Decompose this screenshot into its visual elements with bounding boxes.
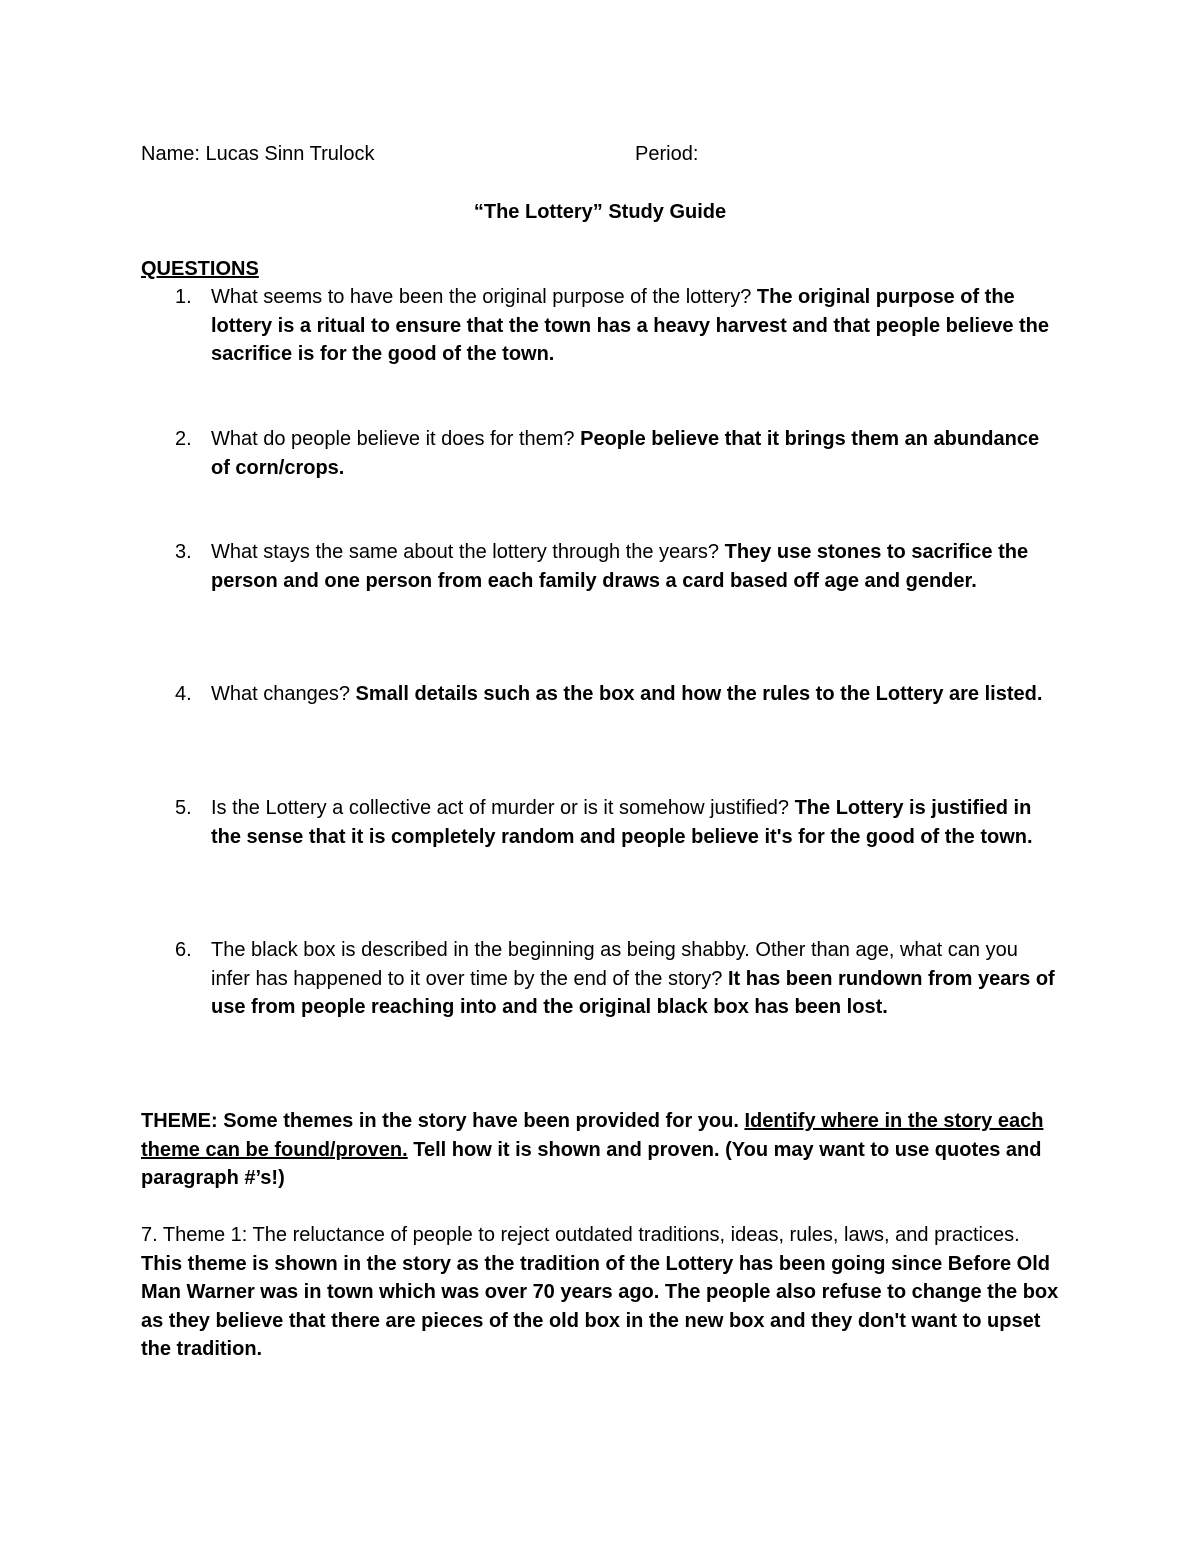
- question-number: 1.: [175, 286, 192, 308]
- theme-instructions: [141, 1107, 1061, 1193]
- period-field: Period:: [635, 143, 699, 165]
- answer-text: The Lottery is justified in the sense that it is completely random and people believe it's for the good of the town.: [211, 797, 1033, 848]
- question-text: What changes?: [211, 683, 350, 705]
- theme-intro: THEME: Some themes in the story have been provided for you.: [141, 1110, 739, 1132]
- answer-text: It has been rundown from years of use from people reaching into and the original black box has been lost.: [211, 967, 1055, 1018]
- question-body: [211, 538, 1061, 595]
- name-field: Name: Lucas Sinn Trulock: [141, 143, 375, 165]
- answer-text: They use stones to sacrifice the person and one person from each family draws a card based off age and gender.: [211, 541, 1029, 592]
- question-body: [211, 680, 1061, 709]
- question-text: What stays the same about the lottery through the years?: [211, 541, 720, 563]
- theme-underlined-instruction: Identify where in the story each theme can be found/proven.: [141, 1110, 1044, 1161]
- question-text: What do people believe it does for them?: [211, 428, 575, 450]
- question-body: [211, 283, 1061, 369]
- question-text: The black box is described in the beginning as being shabby. Other than age, what can you infer has happened to it over time by the end of the story?: [211, 939, 1018, 990]
- questions-heading: QUESTIONS: [141, 258, 259, 280]
- document-title: “The Lottery” Study Guide: [473, 201, 727, 223]
- question-body: [211, 794, 1061, 851]
- answer-text: People believe that it brings them an abundance of corn/crops.: [211, 428, 1040, 479]
- theme-1-answer: This theme is shown in the story as the tradition of the Lottery has been going since Before Old Man Warner was in town which was over 70 years ago. The people also refuse to change the box as they believe that there are pieces of the old box in the new box and they don't want to upset the tradition.: [141, 1252, 1059, 1360]
- question-number: 4.: [175, 683, 192, 705]
- answer-text: The original purpose of the lottery is a ritual to ensure that the town has a heavy harvest and that people believe the sacrifice is for the good of the town.: [211, 286, 1049, 365]
- theme-1-prompt: 7. Theme 1: The reluctance of people to reject outdated traditions, ideas, rules, laws, and practices.: [141, 1224, 1020, 1246]
- answer-text: Small details such as the box and how the rules to the Lottery are listed.: [355, 683, 1043, 705]
- question-number: 6.: [175, 939, 192, 961]
- question-number: 3.: [175, 541, 192, 563]
- question-body: [211, 936, 1061, 1022]
- question-number: 2.: [175, 428, 192, 450]
- question-text: Is the Lottery a collective act of murder or is it somehow justified?: [211, 797, 790, 819]
- question-text: What seems to have been the original purpose of the lottery?: [211, 286, 752, 308]
- header-row: [141, 140, 1041, 170]
- theme-1-item: [141, 1221, 1061, 1364]
- theme-instruction-rest: Tell how it is shown and proven. (You may want to use quotes and paragraph #’s!): [141, 1138, 1042, 1189]
- question-body: [211, 425, 1061, 482]
- question-number: 5.: [175, 797, 192, 819]
